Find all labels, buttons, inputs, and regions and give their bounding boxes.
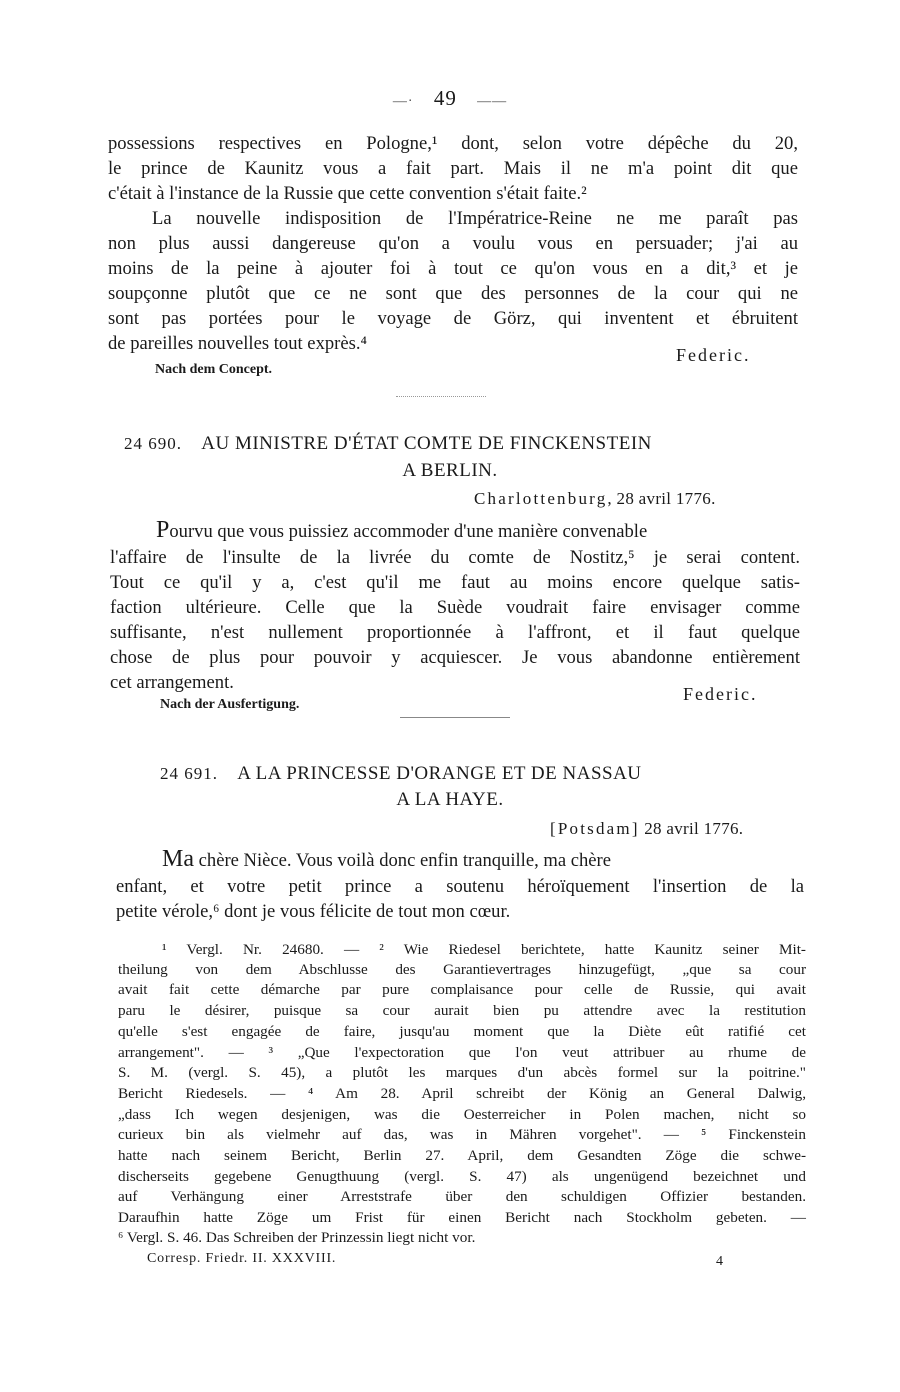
letter-3-line: petite vérole,⁶ dont je vous félicite de tout mon cœur. (116, 901, 511, 922)
letter-2-number: 24 690. (124, 434, 182, 453)
signature-mark: Corresp. Friedr. II. XXXVIII. (147, 1251, 337, 1266)
letter-1-line: de pareilles nouvelles tout exprès.⁴ (108, 333, 367, 354)
letter-3-dateline (550, 819, 743, 839)
footnote-line: ⁶ Vergl. S. 46. Das Schreiben der Prinzessin liegt nicht vor. (118, 1229, 476, 1246)
letter-2-line: ourvu que vous puissiez accommoder d'une manière convenable (169, 521, 648, 542)
footnote-line: arrangement". — ³ „Que l'expectoration que l'on veut attribuer au rhume de (118, 1044, 806, 1061)
footnote-line: qu'elle s'est engagée de faire, jusqu'au moment que la Diète eût ratifié cet (118, 1023, 806, 1040)
letter-1-line: le prince de Kaunitz vous a fait part. Mais il ne m'a point dit que (108, 158, 798, 179)
letter-3-heading (160, 763, 642, 785)
sheet-number: 4 (716, 1254, 724, 1269)
letter-2-line: cet arrangement. (110, 672, 234, 693)
letter-2-dateline (474, 489, 716, 509)
letter-2-line: Tout ce qu'il y a, c'est qu'il me faut au moins encore quelque satis- (110, 572, 800, 593)
letter-3-date: 28 avril 1776. (639, 819, 744, 838)
footnote-line: Bericht Riedesels. — ⁴ Am 28. April schreibt der König an General Dalwig, (118, 1085, 806, 1102)
letter-2-line: faction ultérieure. Celle que la Suède voudrait faire envisager comme (110, 597, 800, 618)
page-number: 49 (433, 86, 457, 110)
footnote-line: „dass Ich wegen desjenigen, was die Oesterreicher in Polen machen, nicht so (118, 1106, 806, 1123)
footnote-line: S. M. (vergl. S. 45), a plutôt les marques d'un abcès formel sur la poitrine." (118, 1064, 806, 1081)
footnote-line: curieux bin als vielmehr auf das, was in Mähren vorgehet". — ⁵ Finckenstein (118, 1126, 806, 1143)
letter-1-line: soupçonne plutôt que ce ne sont que des personnes de la cour qui ne (108, 283, 798, 304)
letter-1-line: non plus aussi dangereuse qu'on a voulu vous en persuader; j'ai au (108, 233, 798, 254)
letter-2-line: chose de plus pour pouvoir y acquiescer. Je vous abandonne entièrement (110, 647, 800, 668)
letter-2-date: , 28 avril 1776. (607, 489, 716, 508)
letter-1-line: La nouvelle indisposition de l'Impératrice-Reine ne me paraît pas (152, 208, 798, 229)
letter-3-first-line (162, 847, 802, 873)
letter-2-signature: Federic. (683, 684, 758, 704)
letter-3-destination: A LA HAYE. (396, 789, 504, 810)
letter-2-source-note: Nach der Ausfertigung. (160, 697, 300, 712)
section-divider (400, 717, 510, 718)
letter-2-first-line (156, 518, 800, 544)
footnote-line: discherseits gegebene Genugthuung (vergl. S. 47) als ungenügend bezeichnet und (118, 1168, 806, 1185)
letter-2-place: Charlottenburg (474, 489, 608, 508)
footnote-line: ¹ Vergl. Nr. 24680. — ² Wie Riedesel berichtete, hatte Kaunitz seiner Mit- (162, 941, 806, 958)
letter-3-initial: Ma (162, 846, 194, 872)
letter-1-line: possessions respectives en Pologne,¹ dont, selon votre dépêche du 20, (108, 133, 798, 154)
letter-2-line: l'affaire de l'insulte de la livrée du comte de Nostitz,⁵ je serai content. (110, 547, 800, 568)
letter-2-destination: A BERLIN. (402, 460, 498, 481)
letter-2-line: suffisante, n'est nullement proportionnée à l'affront, et il faut quelque (110, 622, 800, 643)
letter-1-line: moins de la peine à ajouter foi à tout ce qu'on vous en a dit,³ et je (108, 258, 798, 279)
footnote-line: paru le désirer, puisque sa cour aurait bien pu attendre avec la restitution (118, 1002, 806, 1019)
letter-3-place: [Potsdam] (550, 819, 640, 838)
letter-1-line: c'était à l'instance de la Russie que cette convention s'était faite.² (108, 183, 587, 204)
letter-3-line: enfant, et votre petit prince a soutenu héroïquement l'insertion de la (116, 876, 804, 897)
footnote-line: hatte nach seinem Bericht, Berlin 27. April, dem Gesandten Zöge die schwe- (118, 1147, 806, 1164)
footnote-line: Daraufhin hatte Zöge um Frist für einen Bericht nach Stockholm gebeten. — (118, 1209, 806, 1226)
letter-1-line: sont pas portées pour le voyage de Görz, qui inventent et ébruitent (108, 308, 798, 329)
letter-1-source-note: Nach dem Concept. (155, 362, 273, 377)
letter-2-heading (124, 433, 652, 455)
footnote-line: avait fait cette démarche par pure complaisance pour celle de Russie, qui avait (118, 981, 806, 998)
letter-3-line: chère Nièce. Vous voilà donc enfin tranquille, ma chère (194, 850, 611, 871)
letter-3-recipient: A LA PRINCESSE D'ORANGE ET DE NASSAU (237, 763, 642, 784)
header-right-dash: —— (477, 94, 508, 109)
header-left-dash: —· (392, 94, 414, 109)
running-header (0, 86, 900, 111)
letter-2-recipient: AU MINISTRE D'ÉTAT COMTE DE FINCKENSTEIN (201, 433, 652, 454)
letter-1-signature: Federic. (676, 345, 751, 365)
letter-2-initial: P (156, 517, 170, 543)
footnote-line: auf Verhängung einer Arreststrafe über den schuldigen Offizier bestanden. (118, 1188, 806, 1205)
section-divider (396, 396, 486, 397)
letter-3-number: 24 691. (160, 764, 218, 783)
footnote-line: theilung von dem Abschlusse des Garantievertrages hinzugefügt, „que sa cour (118, 961, 806, 978)
